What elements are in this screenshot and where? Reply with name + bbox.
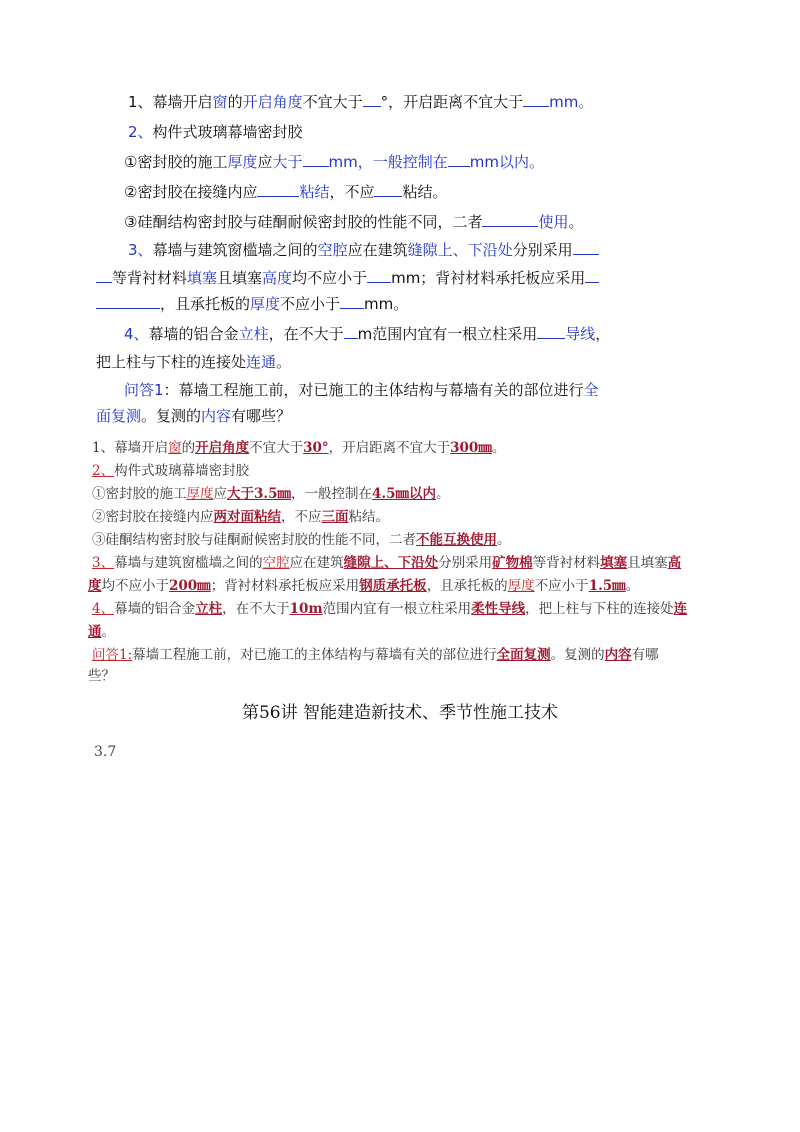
a-line-10: 问答1:幕墙工程施工前，对已施工的主体结构与幕墙有关的部位进行全面复测。复测的内容有哪 bbox=[92, 647, 659, 663]
q-line-6: 3、幕墙与建筑窗槛墙之间的空腔应在建筑缝隙上、下沿处分别采用 bbox=[128, 240, 599, 260]
q-line-3: ①密封胶的施工厚度应大于 mm，一般控制在 mm以内。 bbox=[124, 153, 544, 171]
q-line-9: 4、幕墙的铝合金立柱，在不大于 m范围内宜有一根立柱采用 导线， bbox=[124, 325, 611, 343]
a-line-7: 度均不应小于200㎜；背衬材料承托板应采用钢质承托板，且承托板的厚度不应小于1.5㎜。 bbox=[88, 578, 640, 594]
a-line-6: 3、幕墙与建筑窗槛墙之间的空腔应在建筑缝隙上、下沿处分别采用矿物棉等背衬材料填塞且填塞高 bbox=[92, 555, 682, 571]
blank bbox=[96, 294, 160, 309]
blank bbox=[523, 92, 549, 107]
blank bbox=[585, 268, 599, 283]
blank bbox=[96, 268, 112, 283]
q-line-10: 把上柱与下柱的连接处连通。 bbox=[96, 353, 292, 371]
q-line-1: 1、幕墙开启窗的开启角度不宜大于 °，开启距离不宜大于 mm。 bbox=[128, 93, 594, 111]
q-line-5: ③硅酮结构密封胶与硅酮耐候密封胶的性能不同，二者 使用。 bbox=[124, 213, 584, 231]
blank bbox=[537, 324, 565, 339]
q-line-11: 问答1：幕墙工程施工前，对已施工的主体结构与幕墙有关的部位进行全 bbox=[124, 381, 599, 399]
q-line-8: ，且承托板的厚度不应小于 mm。 bbox=[96, 294, 408, 314]
q-line-12: 面复测。复测的内容有哪些？ bbox=[96, 407, 292, 425]
blank bbox=[573, 240, 599, 255]
blank bbox=[482, 212, 538, 227]
a-line-9: 通。 bbox=[88, 624, 115, 640]
blank bbox=[363, 92, 381, 107]
a-line-3: ①密封胶的施工厚度应大于3.5㎜，一般控制在4.5㎜以内。 bbox=[92, 486, 450, 502]
section-heading: 第56讲 智能建造新技术、季节性施工技术 bbox=[241, 703, 559, 723]
blank bbox=[303, 152, 329, 167]
a-line-5: ③硅酮结构密封胶与硅酮耐候密封胶的性能不同，二者不能互换使用。 bbox=[92, 532, 511, 548]
a-line-2: 2、构件式玻璃幕墙密封胶 bbox=[92, 463, 250, 479]
blank bbox=[257, 182, 299, 197]
blank bbox=[340, 294, 364, 309]
a-line-8: 4、幕墙的铝合金立柱，在不大于10m范围内宜有一根立柱采用柔性导线，把上柱与下柱的连接处连 bbox=[92, 601, 688, 617]
q-line-7: 等背衬材料填塞且填塞高度均不应小于 mm；背衬材料承托板应采用 bbox=[96, 268, 599, 288]
blank bbox=[374, 182, 402, 197]
q-line-2: 2、构件式玻璃幕墙密封胶 bbox=[128, 123, 303, 141]
q-line-4: ②密封胶在接缝内应 粘结，不应 粘结。 bbox=[124, 183, 448, 201]
blank bbox=[448, 152, 470, 167]
a-line-1: 1、幕墙开启窗的开启角度不宜大于30°，开启距离不宜大于300㎜。 bbox=[92, 440, 506, 456]
a-line-4: ②密封胶在接缝内应两对面粘结，不应三面粘结。 bbox=[92, 509, 389, 525]
blank bbox=[344, 324, 358, 339]
section-number: 3.7 bbox=[94, 744, 117, 760]
blank bbox=[367, 268, 391, 283]
a-line-11: 些？ bbox=[88, 668, 115, 684]
